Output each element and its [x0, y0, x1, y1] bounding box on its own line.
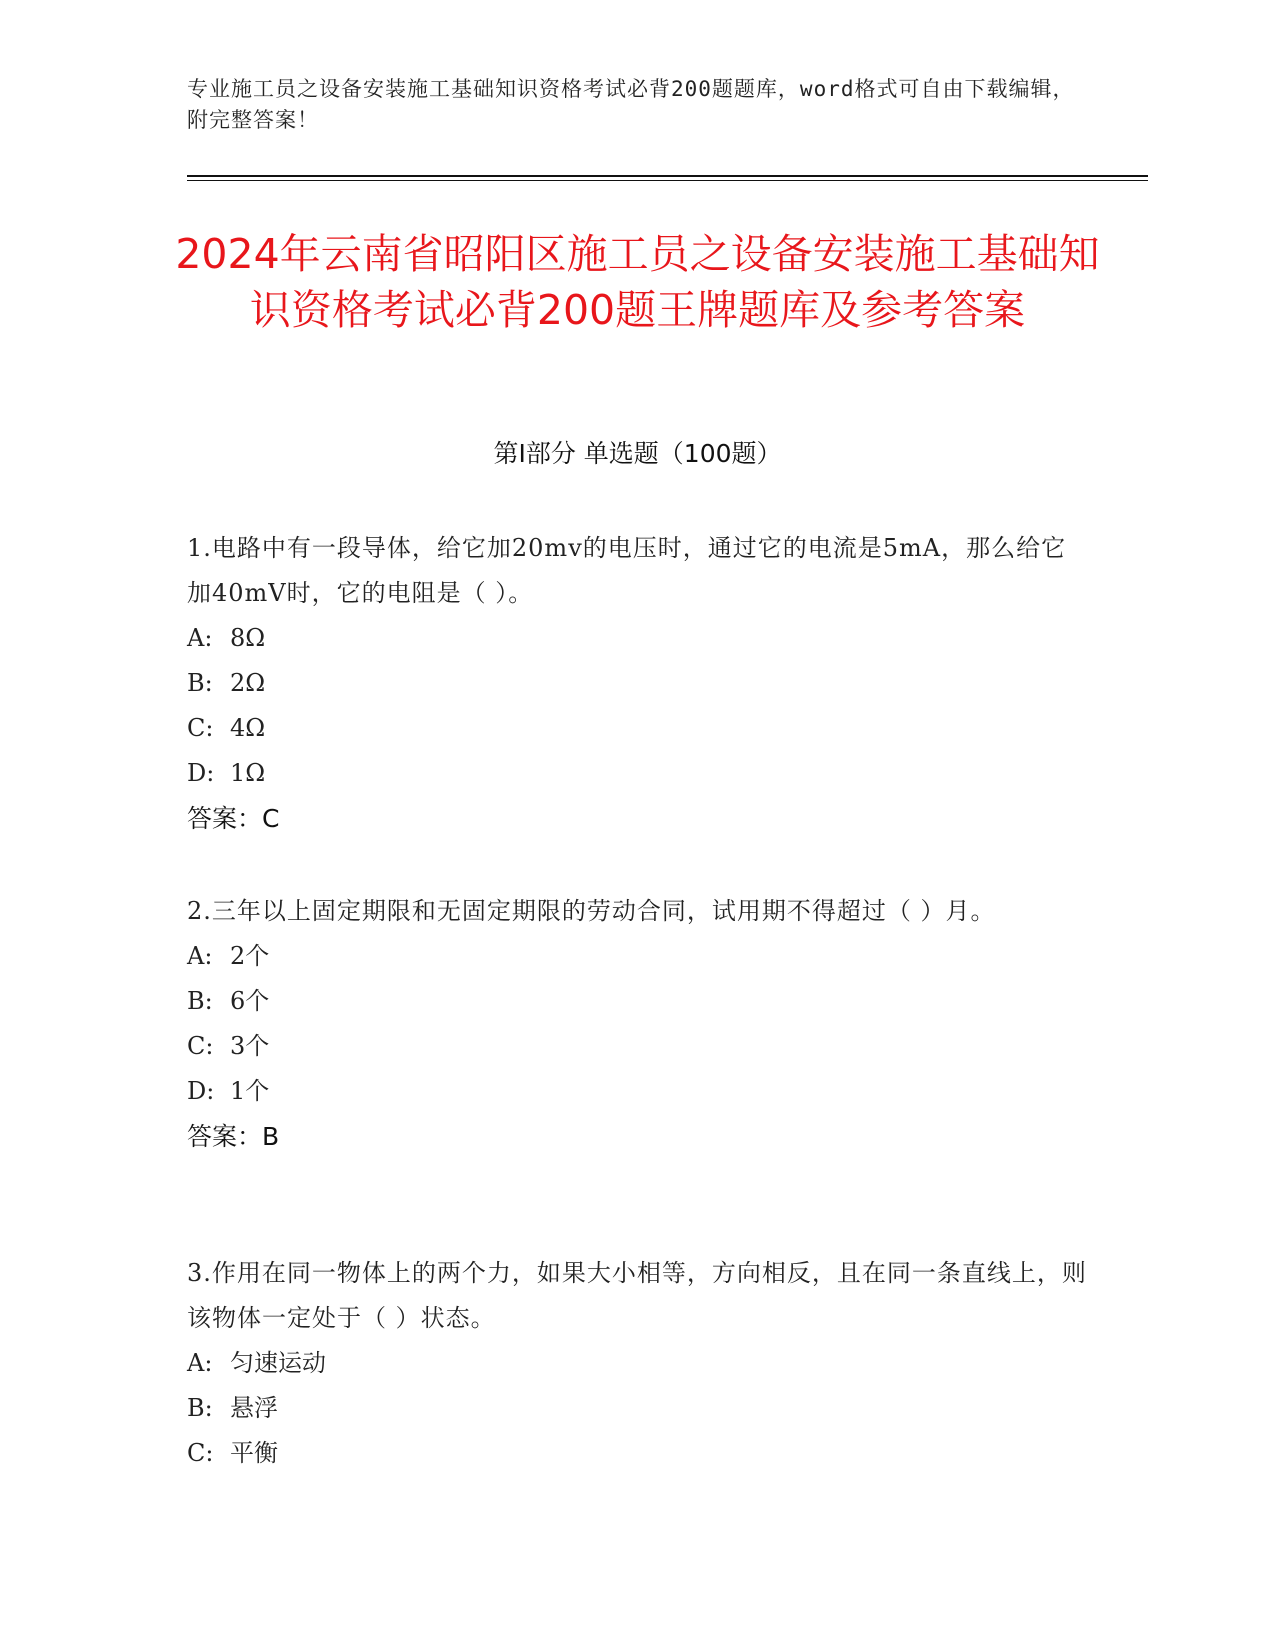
option-a — [187, 934, 1087, 979]
option-letter: C: — [187, 1439, 214, 1467]
option-c — [187, 1431, 1087, 1476]
option-a — [187, 616, 1087, 661]
question-stem: 3.作用在同一物体上的两个力，如果大小相等，方向相反，且在同一条直线上，则该物体一定处于（ ）状态。 — [187, 1259, 1087, 1332]
question-1 — [187, 526, 1087, 841]
question-stem: 2.三年以上固定期限和无固定期限的劳动合同，试用期不得超过（ ）月。 — [187, 897, 996, 925]
answer-line: 答案：B — [187, 1122, 280, 1151]
option-b — [187, 1386, 1087, 1431]
answer-line: 答案：C — [187, 804, 280, 833]
question-2 — [187, 889, 1087, 1159]
section-title: 第Ⅰ部分 单选题（100题） — [493, 439, 782, 468]
option-text: 6个 — [230, 987, 270, 1015]
header-divider-thick — [187, 175, 1148, 177]
option-b — [187, 661, 1087, 706]
option-text: 8Ω — [230, 624, 266, 652]
question-stem: 1.电路中有一段导体，给它加20mv的电压时，通过它的电流是5mA，那么给它加40mV时，它的电阻是（ ）。 — [187, 534, 1067, 607]
option-letter: B: — [187, 987, 213, 1015]
intro-text: 专业施工员之设备安装施工基础知识资格考试必背200题题库，word格式可自由下载编辑，附完整答案！ — [187, 77, 1075, 132]
option-d — [187, 1069, 1087, 1114]
option-text: 平衡 — [230, 1439, 278, 1467]
option-text: 4Ω — [230, 714, 266, 742]
option-text: 1个 — [230, 1077, 270, 1105]
header-divider-thin — [187, 180, 1148, 181]
option-text: 1Ω — [230, 759, 266, 787]
option-letter: A: — [187, 1349, 213, 1377]
option-letter: A: — [187, 942, 213, 970]
option-letter: D: — [187, 759, 215, 787]
option-text: 悬浮 — [230, 1394, 278, 1422]
option-letter: B: — [187, 669, 213, 697]
option-c — [187, 706, 1087, 751]
option-letter: D: — [187, 1077, 215, 1105]
option-text: 匀速运动 — [230, 1349, 326, 1377]
option-d — [187, 751, 1087, 796]
option-text: 2个 — [230, 942, 270, 970]
option-letter: C: — [187, 1032, 214, 1060]
question-3 — [187, 1251, 1087, 1476]
option-letter: A: — [187, 624, 213, 652]
option-b — [187, 979, 1087, 1024]
document-title: 2024年云南省昭阳区施工员之设备安装施工基础知识资格考试必背200题王牌题库及参考答案 — [175, 230, 1100, 334]
option-letter: C: — [187, 714, 214, 742]
option-text: 3个 — [230, 1032, 270, 1060]
option-text: 2Ω — [230, 669, 266, 697]
option-a — [187, 1341, 1087, 1386]
option-letter: B: — [187, 1394, 213, 1422]
option-c — [187, 1024, 1087, 1069]
